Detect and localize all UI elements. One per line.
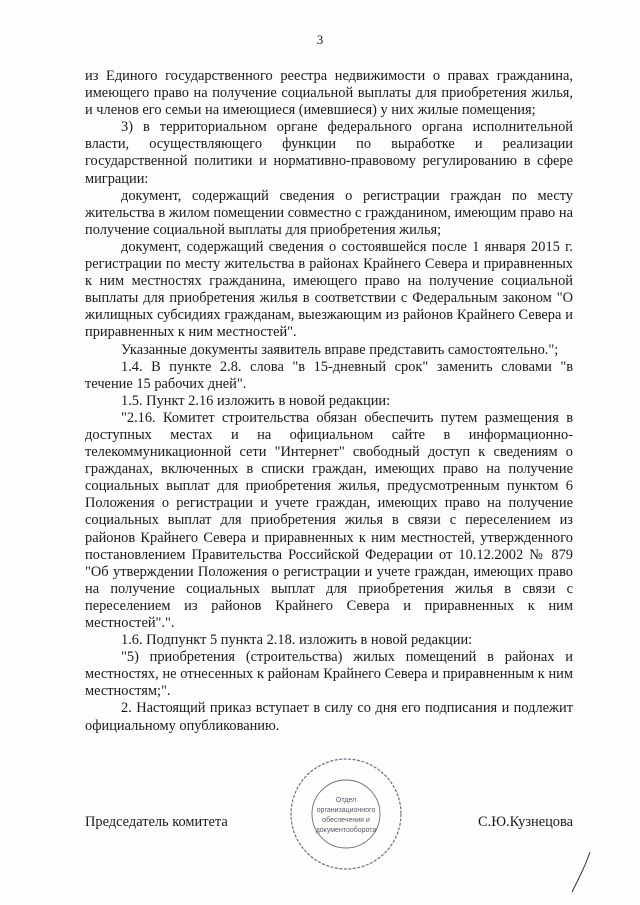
paragraph: 1.5. Пункт 2.16 изложить в новой редакции:: [121, 392, 391, 409]
paragraph: "2.16. Комитет строительства обязан обеспечить путем размещения в доступных местах и на официальном сайте в информационно-телекоммуникационной сети "Интернет" свободный доступ к сведениям о гражданах, включенных в списки граждан, имеющих право на получение социальных выплат для приобретения жилья, предусмотренным пунктом 6 Положения о регистрации и учете граждан, имеющих право на получение социальных выплат для приобретения жилья в связи с переселением из районов Крайнего Севера и приравненных к ним местностей, утвержденного постановлением Правительства Российской Федерации от 10.12.2002 № 879 "Об утверждении Положения о регистрации и учете граждан, имеющих право на получение социальных выплат для приобретения жилья в связи с переселением из районов Крайнего Севера и приравненных к ним местностей".".: [85, 409, 573, 631]
paragraph: документ, содержащий сведения о состоявшейся после 1 января 2015 г. регистрации по месту жительства в районах Крайнего Севера и приравненных к ним местностях гражданина, имеющего право на получение социальной выплаты для приобретения жилья в соответствии с Федеральным законом "О жилищных субсидиях гражданам, выезжающим из районов Крайнего Севера и приравненных к ним местностей".: [85, 238, 573, 341]
stamp-line: Отдел: [335, 797, 357, 804]
paragraph: 1.4. В пункте 2.8. слова "в 15-дневный срок" заменить словами "в течение 15 рабочих дней".: [85, 358, 573, 392]
document-body: [85, 68, 573, 735]
paragraph: 3) в территориальном органе федерального органа исполнительной власти, осуществляющего функции по выработке и реализации государственной политики и нормативно-правовому регулированию в сфере миграции:: [85, 119, 573, 187]
signer-position: Председатель комитета: [85, 814, 228, 830]
paragraph: документ, содержащий сведения о регистрации граждан по месту жительства в жилом помещении совместно с гражданином, имеющим право на получение социальной выплаты для приобретения жилья;: [85, 187, 573, 238]
page-number: 3: [316, 32, 324, 47]
stamp-line: организационного: [316, 807, 376, 814]
stamp-line: документооборота: [315, 827, 377, 834]
stamp-line: обеспечения и: [322, 817, 370, 824]
paragraph: "5) приобретения (строительства) жилых помещений в районах и местностях, не отнесенных к районам Крайнего Севера и приравненным к ним местностям;".: [85, 649, 573, 700]
signer-name: С.Ю.Кузнецова: [478, 814, 573, 830]
paragraph: Указанные документы заявитель вправе представить самостоятельно.";: [121, 341, 559, 358]
pen-mark-icon: [560, 850, 600, 895]
stamp-seal: [287, 755, 405, 873]
paragraph: из Единого государственного реестра недвижимости о правах гражданина, имеющего право на получение социальной выплаты для приобретения жилья, и членов его семьи на имеющиеся (имевшиеся) у них жилые помещения;: [85, 68, 573, 119]
paragraph: 1.6. Подпункт 5 пункта 2.18. изложить в новой редакции:: [121, 632, 473, 649]
paragraph: 2. Настоящий приказ вступает в силу со дня его подписания и подлежит официальному опубликованию.: [85, 700, 573, 734]
